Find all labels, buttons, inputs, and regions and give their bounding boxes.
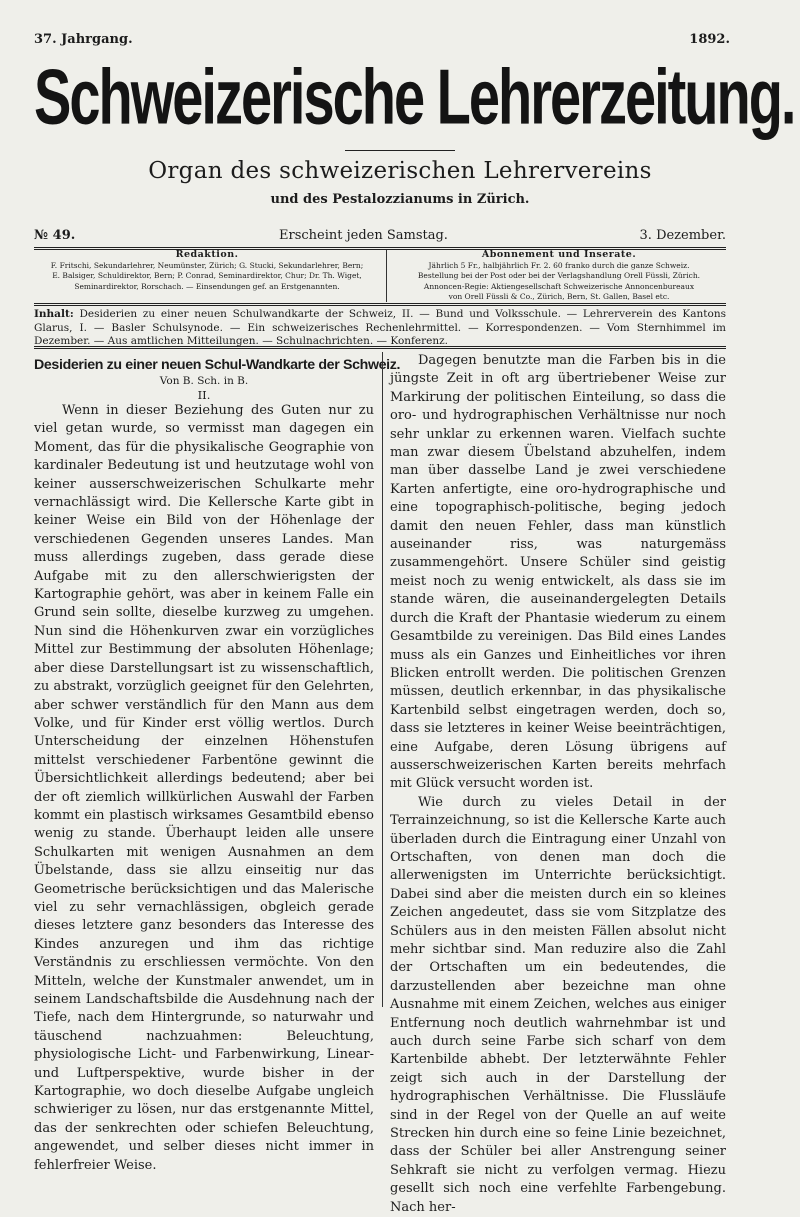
right-column bbox=[390, 352, 726, 1217]
article-part-number: II. bbox=[197, 388, 211, 402]
article-paragraph: Wie durch zu vieles Detail in der Terrainzeichnung, so ist die Kellersche Karte auch überladen durch die Eintragung einer Unzahl von Ortschaften, von denen man doch die allerwenigsten im Unterrichte berücksichtigt. Dabei sind aber die meisten durch ein so kleines Zeichen angedeutet, dass sie vom Sitzplatze des Schülers aus in den meisten Fällen absolut nicht mehr sichtbar sind. Man reduzire also die Zahl der Ortschaften um ein bedeutendes, die darzustellenden aber bezeichne man ohne Ausnahme mit einem Zeichen, welches aus einiger Entfernung noch deutlich wahrnehmbar ist und auch durch seine Farbe sich scharf von dem Kartenbilde abhebt. Der letzterwähnte Fehler zeigt sich auch in der Darstellung der hydrographischen Verhältnisse. Die Flussläufe sind in der Regel von der Quelle an auf weite Strecken hin durch eine so feine Linie bezeichnet, dass der Schüler bei aller Anstrengung seiner Sehkraft sie nicht zu verfolgen vermag. Hiezu gesellt sich noch eine verfehlte Farbengebung. Nach her- bbox=[390, 794, 726, 1215]
subtitle-line: und des Pestalozzianums in Zürich. bbox=[270, 192, 530, 207]
redaktion-box bbox=[34, 250, 380, 302]
frequency-text: Erscheint jeden Samstag. bbox=[279, 228, 448, 243]
abonnement-box bbox=[392, 250, 726, 302]
masthead-title: Schweizerische Lehrerzeitung. bbox=[34, 52, 795, 141]
redaktion-heading: Redaktion. bbox=[175, 249, 239, 260]
contents-divider bbox=[34, 346, 726, 349]
inhalt-label: Inhalt: bbox=[34, 308, 74, 320]
year-label: 1892. bbox=[689, 32, 730, 47]
article-paragraph: Dagegen benutzte man die Farben bis in die jüngste Zeit in oft arg übertriebener Weise zur Markirung der politischen Einteilung, so dass die oro- und hydrographischen Verhältnisse nur noch sehr unklar zu erkennen waren. Vielfach suchte man zwar diesem Übelstand abzuhelfen, indem man über dasselbe Land je zwei verschiedene Karten anfertigte, eine oro-hydrographische und eine topographisch-politische, beging jedoch damit den neuen Fehler, dass man künstlich auseinander riss, was naturgemäss zusammengehört. Unsere Schüler sind geistig meist noch zu wenig entwickelt, als dass sie im stande wären, die auseinandergelegten Details durch die Kraft der Phantasie wiederum zu einem Gesamtbilde zu vereinigen. Das Bild eines Landes muss als ein Ganzes und Einheitliches vor ihren Blicken entrollt werden. Die politischen Grenzen müssen, deutlich erkennbar, in das physikalische Kartenbild selbst eingetragen werden, doch so, dass sie letzteres in keiner Weise beeinträchtigen, eine Aufgabe, deren Lösung übrigens auf ausserschweizerischen Karten bereits mehrfach mit Glück versucht worden ist. bbox=[390, 353, 726, 792]
abonnement-line: von Orell Füssli & Co., Zürich, Bern, St. Gallen, Basel etc. bbox=[448, 292, 670, 301]
issue-date: 3. Dezember. bbox=[639, 228, 726, 243]
box-separator bbox=[386, 250, 387, 302]
redaktion-line: E. Balsiger, Schuldirektor, Bern; P. Conrad, Seminardirektor, Chur; Dr. Th. Wiget, bbox=[52, 271, 362, 280]
volume-label: 37. Jahrgang. bbox=[34, 32, 133, 47]
masthead-rule bbox=[345, 150, 455, 151]
redaktion-line: F. Fritschi, Sekundarlehrer, Neumünster, Zürich; G. Stucki, Sekundarlehrer, Bern; bbox=[50, 260, 364, 270]
abonnement-line: Annoncen-Regie: Aktiengesellschaft Schweizerische Annoncenbureaux bbox=[423, 281, 695, 291]
abonnement-heading: Abonnement und Inserate. bbox=[481, 249, 637, 260]
organ-line: Organ des schweizerischen Lehrervereins bbox=[148, 158, 652, 184]
table-of-contents bbox=[34, 308, 726, 349]
column-separator bbox=[382, 352, 383, 1007]
box-divider bbox=[34, 303, 726, 306]
issue-number: № 49. bbox=[34, 228, 76, 243]
abonnement-line: Bestellung bei der Post oder bei der Verlagshandlung Orell Füssli, Zürich. bbox=[417, 271, 701, 280]
article-title: Desiderien zu einer neuen Schul-Wandkarte der Schweiz. bbox=[34, 357, 401, 373]
article-paragraph: Wenn in dieser Beziehung des Guten nur zu viel getan wurde, so vermisst man dagegen ein Moment, das für die physikalische Geographie von kardinaler Bedeutung ist und heutzutage wohl von keiner ausserschweizerischen Schulkarte mehr vernachlässigt wird. Die Kellersche Karte gibt in keiner Weise ein Bild von der Höhenlage der verschiedenen Gegenden unseres Landes. Man muss allerdings zugeben, dass gerade diese Aufgabe mit zu den allerschwierigsten der Kartographie gehört, was aber in keinem Falle ein Grund sein sollte, dieselbe kurzweg zu umgehen. Nun sind die Höhenkurven zwar ein vorzügliches Mittel zur Bestimmung der absoluten Höhenlage; aber diese Darstellungsart ist zu wissenschaftlich, zu abstrakt, vorzüglich geeignet für den Gelehrten, aber schwer verständlich für den Mann aus dem Volke, und für Kinder erst völlig wertlos. Durch Unterscheidung der einzelnen Höhenstufen mittelst verschiedener Farbentöne gewinnt die Übersichtlichkeit allerdings bedeutend; aber bei der oft ziemlich willkürlichen Auswahl der Farben kommt ein plastisch wirksames Gesamtbild ebenso wenig zu stande. Überhaupt leiden alle unsere Schulkarten mit wenigen Ausnahmen an dem Übelstande, dass sie allzu einseitig nur das Geometrische berücksichtigen und das Malerische viel zu sehr vernachlässigen, obgleich gerade dieses letztere ganz besonders das Interesse des Kindes anzuregen und ihm das richtige Verständnis zu erschliessen vermöchte. Von den Mitteln, welche der Kunstmaler anwendet, um in seinem Landschaftsbilde die Ausdehnung nach der Tiefe, nach dem Hintergrunde, so naturwahr und täuschend nachzuahmen: Beleuchtung, physiologische Licht- und Farbenwirkung, Linear- und Luftperspektive, wurde bisher in der Kartographie, wo doch dieselbe Aufgabe ungleich schwieriger zu lösen, nur das erstgenannte Mittel, das der senkrechten oder schiefen Beleuchtung, angewendet, und selber dieses nicht immer in fehlerfreier Weise. bbox=[34, 403, 374, 1173]
issue-info-line bbox=[34, 228, 726, 248]
abonnement-line: Jährlich 5 Fr., halbjährlich Fr. 2. 60 franko durch die ganze Schweiz. bbox=[428, 260, 690, 270]
inhalt-text: Desiderien zu einer neuen Schulwandkarte der Schweiz, II. — Bund und Volksschule. — Lehrerverein des Kantons Glarus, I. — Basler Schulsynode. — Ein schweizerisches Rechenlehrmittel. — Korrespondenzen. — Vom Sternhimmel im Dezember. — Aus amtlichen Mitteilungen. — Schulnachrichten. — Konferenz. bbox=[34, 308, 726, 347]
article-byline: Von B. Sch. in B. bbox=[159, 375, 249, 387]
redaktion-line: Seminardirektor, Rorschach. — Einsendungen gef. an Erstgenannten. bbox=[74, 281, 340, 291]
left-column bbox=[34, 352, 401, 1175]
